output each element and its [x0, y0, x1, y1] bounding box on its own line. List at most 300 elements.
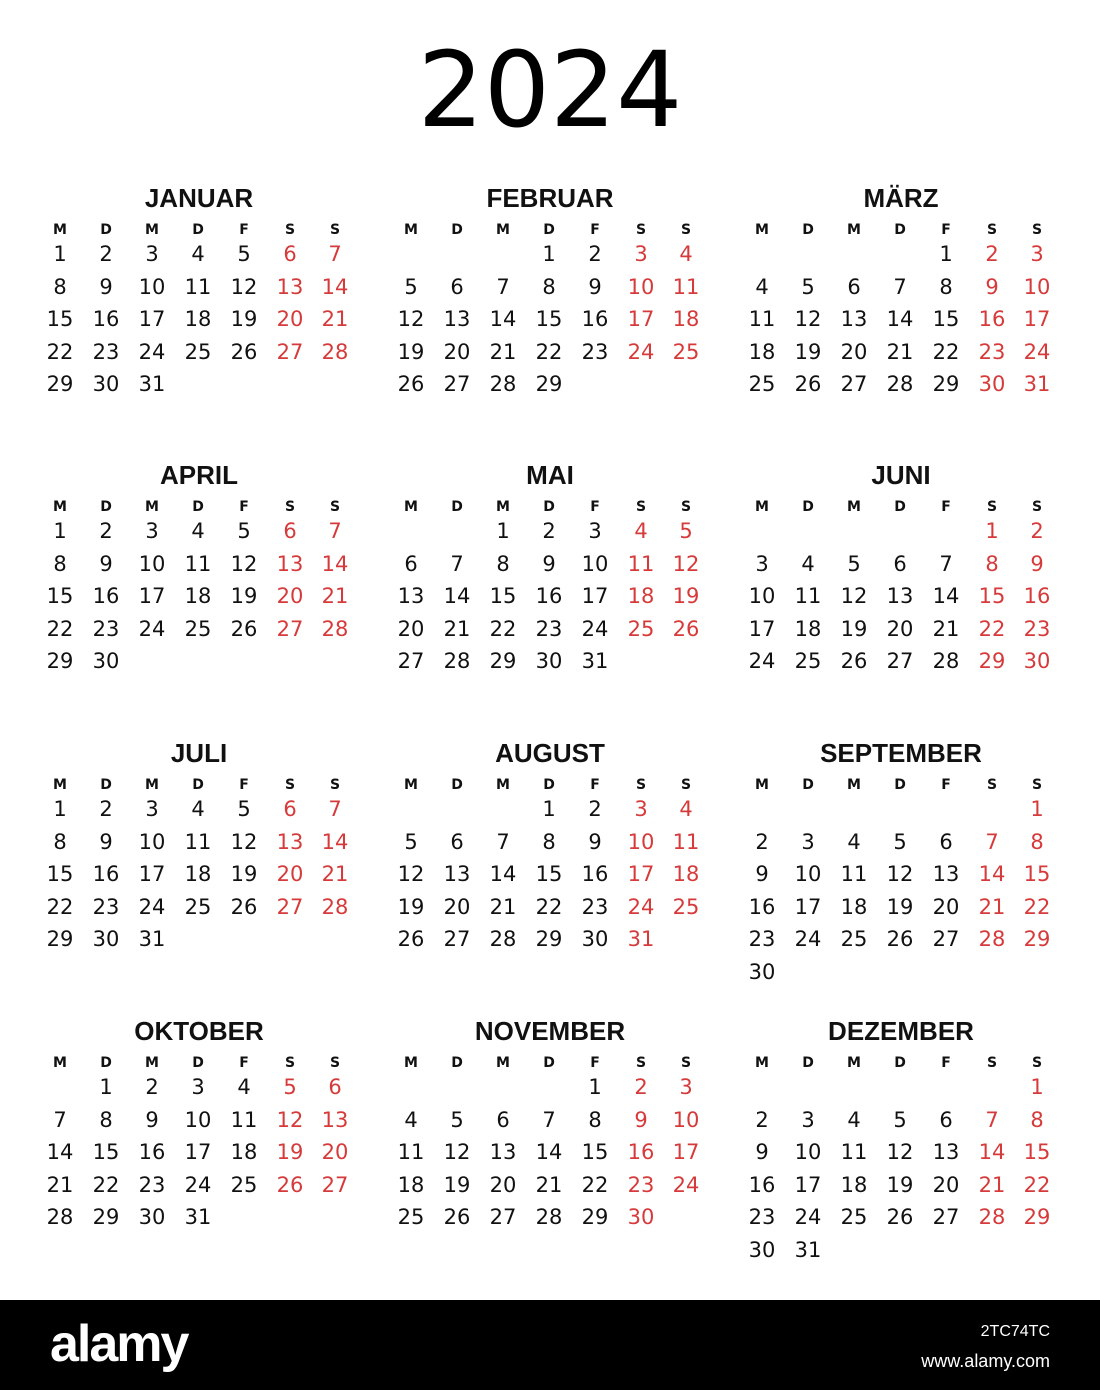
day-cell: 14	[489, 307, 517, 331]
day-cell: 25	[794, 649, 822, 673]
day-cell: 22	[1023, 1172, 1051, 1197]
day-cell: 25	[230, 1172, 258, 1197]
day-cell: 11	[840, 1140, 868, 1164]
day-cell: 21	[321, 307, 349, 331]
weekday-header: D	[192, 222, 204, 238]
weekday-header: M	[847, 499, 861, 515]
day-cell: 30	[1023, 649, 1051, 673]
day-cell: 5	[237, 519, 251, 543]
month-februar	[389, 178, 711, 438]
day-cell: 6	[283, 797, 297, 821]
month-name: JANUAR	[144, 183, 254, 213]
day-cell: 1	[985, 519, 999, 543]
weekday-header: M	[53, 1055, 67, 1071]
day-cell: 17	[138, 584, 166, 608]
day-cell: 21	[978, 894, 1006, 919]
weekday-header: S	[680, 499, 692, 515]
day-cell: 1	[1030, 797, 1044, 821]
day-cell: 15	[92, 1140, 120, 1164]
day-cell: 27	[276, 339, 304, 364]
day-cell: 25	[840, 927, 868, 951]
day-cell: 9	[588, 829, 602, 854]
day-cell: 18	[184, 584, 212, 608]
day-cell: 16	[1023, 584, 1051, 608]
day-cell: 5	[893, 1107, 907, 1132]
day-cell: 27	[489, 1205, 517, 1229]
weekday-header: M	[53, 777, 67, 793]
day-cell: 11	[184, 274, 212, 299]
weekday-header: F	[239, 222, 249, 238]
day-cell: 14	[321, 274, 349, 299]
day-cell: 31	[138, 372, 166, 396]
day-cell: 28	[321, 894, 349, 919]
day-cell: 22	[92, 1172, 120, 1197]
day-cell: 23	[581, 339, 609, 364]
day-cell: 13	[276, 274, 304, 299]
day-cell: 25	[184, 616, 212, 641]
weekday-header: F	[239, 499, 249, 515]
day-cell: 28	[443, 649, 471, 673]
day-cell: 27	[443, 372, 471, 396]
month-september	[740, 733, 1062, 993]
day-cell: 23	[92, 894, 120, 919]
day-cell: 18	[184, 307, 212, 331]
day-cell: 23	[92, 339, 120, 364]
weekday-header: M	[145, 222, 159, 238]
day-cell: 16	[138, 1140, 166, 1164]
day-cell: 12	[794, 307, 822, 331]
day-cell: 5	[404, 274, 418, 299]
day-cell: 12	[276, 1107, 304, 1132]
day-cell: 16	[978, 307, 1006, 331]
month-name: SEPTEMBER	[820, 738, 982, 768]
day-cell: 16	[627, 1140, 655, 1164]
weekday-header: D	[100, 777, 112, 793]
day-cell: 29	[535, 372, 563, 396]
day-cell: 10	[1023, 274, 1051, 299]
weekday-header: S	[284, 777, 296, 793]
day-cell: 13	[932, 1140, 960, 1164]
month-november	[389, 1011, 711, 1271]
weekday-header: M	[755, 777, 769, 793]
day-cell: 14	[321, 551, 349, 576]
weekday-header: D	[894, 1055, 906, 1071]
day-cell: 5	[847, 551, 861, 576]
weekday-header: D	[192, 777, 204, 793]
weekday-header: M	[404, 777, 418, 793]
day-cell: 6	[404, 551, 418, 576]
month-name: OKTOBER	[134, 1016, 264, 1046]
day-cell: 19	[230, 307, 258, 331]
day-cell: 15	[489, 584, 517, 608]
day-cell: 26	[276, 1172, 304, 1197]
day-cell: 16	[535, 584, 563, 608]
day-cell: 2	[634, 1075, 648, 1099]
day-cell: 20	[886, 616, 914, 641]
day-cell: 21	[886, 339, 914, 364]
day-cell: 18	[184, 862, 212, 886]
day-cell: 29	[46, 372, 74, 396]
day-cell: 30	[92, 927, 120, 951]
day-cell: 23	[978, 339, 1006, 364]
weekday-header: M	[145, 499, 159, 515]
day-cell: 20	[489, 1172, 517, 1197]
day-cell: 28	[978, 1205, 1006, 1229]
day-cell: 26	[886, 1205, 914, 1229]
day-cell: 25	[184, 339, 212, 364]
day-cell: 14	[535, 1140, 563, 1164]
day-cell: 13	[932, 862, 960, 886]
weekday-header: M	[847, 1055, 861, 1071]
day-cell: 2	[99, 242, 113, 266]
day-cell: 24	[138, 616, 166, 641]
weekday-header: S	[1031, 777, 1043, 793]
month-juli	[38, 733, 360, 993]
day-cell: 3	[634, 797, 648, 821]
day-cell: 16	[92, 307, 120, 331]
day-cell: 29	[46, 649, 74, 673]
day-cell: 15	[978, 584, 1006, 608]
day-cell: 28	[932, 649, 960, 673]
day-cell: 3	[191, 1075, 205, 1099]
day-cell: 6	[939, 829, 953, 854]
weekday-header: F	[941, 499, 951, 515]
month-name: JUNI	[871, 460, 931, 490]
day-cell: 4	[634, 519, 648, 543]
day-cell: 17	[1023, 307, 1051, 331]
day-cell: 6	[450, 829, 464, 854]
month-august	[389, 733, 711, 993]
weekday-header: F	[590, 222, 600, 238]
day-cell: 15	[932, 307, 960, 331]
day-cell: 29	[46, 927, 74, 951]
day-cell: 23	[748, 1205, 776, 1229]
day-cell: 18	[794, 616, 822, 641]
day-cell: 9	[99, 551, 113, 576]
day-cell: 27	[276, 894, 304, 919]
day-cell: 11	[672, 829, 700, 854]
day-cell: 10	[138, 274, 166, 299]
weekday-header: S	[1031, 1055, 1043, 1071]
day-cell: 11	[397, 1140, 425, 1164]
day-cell: 27	[932, 1205, 960, 1229]
day-cell: 8	[99, 1107, 113, 1132]
day-cell: 8	[542, 829, 556, 854]
weekday-header: F	[941, 222, 951, 238]
day-cell: 5	[404, 829, 418, 854]
day-cell: 3	[634, 242, 648, 266]
day-cell: 18	[840, 1172, 868, 1197]
day-cell: 29	[932, 372, 960, 396]
day-cell: 28	[489, 372, 517, 396]
month-name: MÄRZ	[863, 183, 939, 213]
day-cell: 10	[627, 274, 655, 299]
day-cell: 2	[542, 519, 556, 543]
day-cell: 21	[489, 894, 517, 919]
day-cell: 1	[53, 242, 67, 266]
day-cell: 30	[627, 1205, 655, 1229]
weekday-header: F	[590, 777, 600, 793]
day-cell: 12	[230, 274, 258, 299]
day-cell: 31	[138, 927, 166, 951]
day-cell: 7	[939, 551, 953, 576]
day-cell: 28	[535, 1205, 563, 1229]
weekday-header: S	[986, 499, 998, 515]
day-cell: 17	[138, 862, 166, 886]
image-id: 2TC74TC	[980, 1323, 1050, 1340]
day-cell: 7	[985, 829, 999, 854]
day-cell: 13	[840, 307, 868, 331]
day-cell: 25	[184, 894, 212, 919]
month-name: MAI	[526, 460, 574, 490]
weekday-header: F	[941, 777, 951, 793]
weekday-header: D	[894, 499, 906, 515]
day-cell: 29	[535, 927, 563, 951]
day-cell: 14	[443, 584, 471, 608]
day-cell: 14	[886, 307, 914, 331]
day-cell: 17	[672, 1140, 700, 1164]
month-name: FEBRUAR	[486, 183, 614, 213]
day-cell: 21	[932, 616, 960, 641]
day-cell: 6	[893, 551, 907, 576]
weekday-header: S	[680, 222, 692, 238]
weekday-header: S	[284, 499, 296, 515]
day-cell: 26	[672, 616, 700, 641]
day-cell: 9	[145, 1107, 159, 1132]
day-cell: 21	[535, 1172, 563, 1197]
day-cell: 17	[627, 862, 655, 886]
day-cell: 29	[92, 1205, 120, 1229]
day-cell: 15	[46, 307, 74, 331]
day-cell: 11	[672, 274, 700, 299]
day-cell: 31	[627, 927, 655, 951]
day-cell: 21	[46, 1172, 74, 1197]
day-cell: 26	[230, 894, 258, 919]
day-cell: 30	[92, 649, 120, 673]
day-cell: 8	[588, 1107, 602, 1132]
day-cell: 9	[588, 274, 602, 299]
weekday-header: M	[755, 1055, 769, 1071]
day-cell: 12	[397, 307, 425, 331]
day-cell: 5	[893, 829, 907, 854]
weekday-header: S	[329, 777, 341, 793]
day-cell: 1	[496, 519, 510, 543]
day-cell: 24	[184, 1172, 212, 1197]
day-cell: 5	[237, 797, 251, 821]
day-cell: 27	[840, 372, 868, 396]
day-cell: 30	[92, 372, 120, 396]
day-cell: 23	[92, 616, 120, 641]
day-cell: 7	[893, 274, 907, 299]
day-cell: 31	[581, 649, 609, 673]
day-cell: 5	[237, 242, 251, 266]
day-cell: 26	[230, 616, 258, 641]
day-cell: 24	[1023, 339, 1051, 364]
day-cell: 13	[276, 829, 304, 854]
day-cell: 20	[276, 584, 304, 608]
day-cell: 22	[489, 616, 517, 641]
day-cell: 24	[627, 894, 655, 919]
weekday-header: S	[986, 222, 998, 238]
day-cell: 10	[794, 862, 822, 886]
day-cell: 5	[679, 519, 693, 543]
day-cell: 6	[283, 242, 297, 266]
day-cell: 16	[92, 584, 120, 608]
day-cell: 1	[542, 797, 556, 821]
day-cell: 30	[581, 927, 609, 951]
day-cell: 3	[145, 519, 159, 543]
weekday-header: S	[680, 777, 692, 793]
day-cell: 4	[679, 797, 693, 821]
day-cell: 20	[443, 894, 471, 919]
day-cell: 13	[489, 1140, 517, 1164]
day-cell: 31	[794, 1237, 822, 1262]
day-cell: 3	[801, 829, 815, 854]
day-cell: 13	[886, 584, 914, 608]
day-cell: 9	[542, 551, 556, 576]
day-cell: 19	[886, 1172, 914, 1197]
weekday-header: M	[53, 499, 67, 515]
month-name: JULI	[170, 738, 228, 768]
day-cell: 22	[46, 616, 74, 641]
weekday-header: S	[329, 222, 341, 238]
day-cell: 17	[794, 1172, 822, 1197]
day-cell: 8	[53, 274, 67, 299]
day-cell: 3	[145, 242, 159, 266]
day-cell: 17	[581, 584, 609, 608]
day-cell: 16	[92, 862, 120, 886]
weekday-header: M	[496, 777, 510, 793]
weekday-header: D	[192, 1055, 204, 1071]
day-cell: 28	[321, 616, 349, 641]
day-cell: 26	[397, 372, 425, 396]
day-cell: 8	[53, 551, 67, 576]
day-cell: 14	[321, 829, 349, 854]
day-cell: 20	[397, 616, 425, 641]
day-cell: 22	[535, 894, 563, 919]
day-cell: 21	[321, 584, 349, 608]
day-cell: 13	[321, 1107, 349, 1132]
weekday-header: S	[635, 1055, 647, 1071]
day-cell: 24	[672, 1172, 700, 1197]
month-märz	[740, 178, 1062, 438]
day-cell: 6	[939, 1107, 953, 1132]
day-cell: 7	[985, 1107, 999, 1132]
day-cell: 6	[496, 1107, 510, 1132]
day-cell: 30	[748, 959, 776, 984]
weekday-header: M	[847, 222, 861, 238]
day-cell: 23	[1023, 616, 1051, 641]
day-cell: 19	[230, 862, 258, 886]
weekday-header: D	[543, 777, 555, 793]
day-cell: 19	[397, 894, 425, 919]
day-cell: 10	[627, 829, 655, 854]
weekday-header: M	[496, 499, 510, 515]
weekday-header: D	[543, 499, 555, 515]
month-name: NOVEMBER	[474, 1016, 626, 1046]
day-cell: 9	[634, 1107, 648, 1132]
day-cell: 12	[840, 584, 868, 608]
day-cell: 25	[627, 616, 655, 641]
weekday-header: D	[802, 777, 814, 793]
day-cell: 1	[1030, 1075, 1044, 1099]
day-cell: 4	[801, 551, 815, 576]
weekday-header: D	[543, 1055, 555, 1071]
day-cell: 3	[588, 519, 602, 543]
day-cell: 29	[978, 649, 1006, 673]
day-cell: 23	[535, 616, 563, 641]
day-cell: 9	[985, 274, 999, 299]
day-cell: 18	[672, 307, 700, 331]
month-oktober	[38, 1011, 360, 1271]
calendar-year-title: 2024	[417, 29, 683, 151]
day-cell: 27	[932, 927, 960, 951]
day-cell: 24	[581, 616, 609, 641]
day-cell: 19	[397, 339, 425, 364]
day-cell: 7	[450, 551, 464, 576]
weekday-header: M	[755, 499, 769, 515]
day-cell: 6	[283, 519, 297, 543]
day-cell: 23	[627, 1172, 655, 1197]
day-cell: 23	[581, 894, 609, 919]
day-cell: 19	[443, 1172, 471, 1197]
day-cell: 15	[46, 584, 74, 608]
weekday-header: M	[404, 499, 418, 515]
day-cell: 17	[794, 894, 822, 919]
day-cell: 1	[542, 242, 556, 266]
day-cell: 24	[138, 339, 166, 364]
day-cell: 15	[46, 862, 74, 886]
day-cell: 22	[535, 339, 563, 364]
weekday-header: F	[239, 1055, 249, 1071]
day-cell: 27	[276, 616, 304, 641]
day-cell: 25	[840, 1205, 868, 1229]
day-cell: 27	[886, 649, 914, 673]
day-cell: 1	[99, 1075, 113, 1099]
day-cell: 3	[145, 797, 159, 821]
day-cell: 12	[672, 551, 700, 576]
weekday-header: M	[847, 777, 861, 793]
weekday-header: D	[802, 222, 814, 238]
day-cell: 10	[581, 551, 609, 576]
day-cell: 11	[748, 307, 776, 331]
weekday-header: D	[192, 499, 204, 515]
day-cell: 21	[321, 862, 349, 886]
day-cell: 22	[46, 894, 74, 919]
day-cell: 10	[138, 829, 166, 854]
day-cell: 31	[184, 1205, 212, 1229]
day-cell: 29	[1023, 1205, 1051, 1229]
day-cell: 11	[184, 551, 212, 576]
day-cell: 28	[321, 339, 349, 364]
day-cell: 11	[230, 1107, 258, 1132]
day-cell: 8	[985, 551, 999, 576]
day-cell: 18	[672, 862, 700, 886]
day-cell: 10	[672, 1107, 700, 1132]
weekday-header: S	[680, 1055, 692, 1071]
day-cell: 25	[672, 894, 700, 919]
day-cell: 4	[237, 1075, 251, 1099]
day-cell: 25	[397, 1205, 425, 1229]
day-cell: 27	[321, 1172, 349, 1197]
day-cell: 15	[535, 862, 563, 886]
day-cell: 3	[679, 1075, 693, 1099]
day-cell: 13	[397, 584, 425, 608]
day-cell: 4	[191, 242, 205, 266]
day-cell: 4	[847, 829, 861, 854]
weekday-header: D	[100, 1055, 112, 1071]
weekday-header: M	[404, 1055, 418, 1071]
